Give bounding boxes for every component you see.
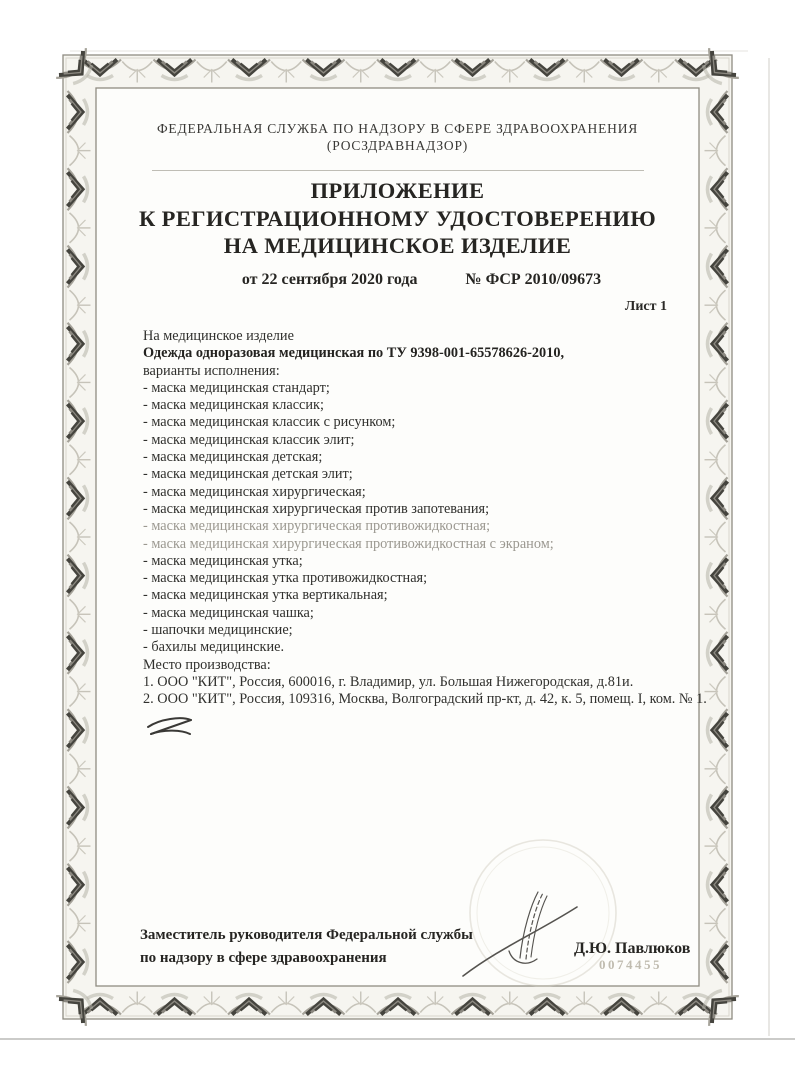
- variant-item: - маска медицинская хирургическая против запотевания;: [143, 500, 490, 517]
- production-sites-list: [143, 674, 709, 709]
- variant-item: - маска медицинская детская элит;: [143, 466, 353, 483]
- signatory-name: Д.Ю. Павлюков: [574, 940, 691, 957]
- production-site: 2. ООО "КИТ", Россия, 109316, Москва, Волгоградский пр-кт, д. 42, к. 5, помещ. I, ком. № 1.: [143, 691, 707, 708]
- variants-list: [143, 380, 709, 657]
- production-site: 1. ООО "КИТ", Россия, 600016, г. Владимир, ул. Большая Нижегородская, д.81и.: [143, 673, 634, 690]
- document-title: [0, 177, 795, 260]
- variant-item: - маска медицинская детская;: [143, 449, 323, 466]
- variant-item: - маска медицинская хирургическая противожидкостная с экраном;: [143, 535, 554, 552]
- variant-item: - маска медицинская чашка;: [143, 604, 314, 621]
- authority-name: ФЕДЕРАЛЬНАЯ СЛУЖБА ПО НАДЗОРУ В СФЕРЕ ЗДРАВООХРАНЕНИЯ: [156, 121, 639, 136]
- variant-item: - маска медицинская стандарт;: [143, 379, 330, 396]
- signatory-position: [140, 924, 473, 969]
- variant-item: - маска медицинская хирургическая;: [143, 483, 366, 500]
- variant-item: - маска медицинская классик с рисунком;: [143, 414, 396, 431]
- variant-item: - маска медицинская хирургическая противожидкостная;: [143, 518, 491, 535]
- form-serial-number: 0074455: [599, 957, 662, 972]
- variant-item: - шапочки медицинские;: [143, 622, 293, 639]
- variant-item: - бахилы медицинские.: [143, 639, 285, 656]
- variant-item: - маска медицинская утка противожидкостная;: [143, 570, 428, 587]
- variant-item: - маска медицинская классик элит;: [143, 431, 355, 448]
- registration-row: [0, 271, 795, 289]
- title-line-3: НА МЕДИЦИНСКОЕ ИЗДЕЛИЕ: [223, 233, 572, 258]
- production-label: Место производства:: [143, 656, 271, 673]
- registration-number: № ФСР 2010/09673: [465, 271, 602, 288]
- signatory-position-line-1: Заместитель руководителя Федеральной службы: [140, 927, 473, 943]
- title-line-1: ПРИЛОЖЕНИЕ: [310, 178, 485, 203]
- sheet-number: Лист 1: [624, 299, 667, 314]
- signatory-position-line-2: по надзору в сфере здравоохранения: [140, 949, 387, 966]
- registration-date: от 22 сентября 2020 года: [241, 271, 418, 288]
- variant-item: - маска медицинская утка вертикальная;: [143, 587, 388, 604]
- authority-short-name: (РОСЗДРАВНАДЗОР): [326, 138, 469, 153]
- issuing-authority: [0, 120, 795, 154]
- header-divider: [152, 170, 644, 171]
- variant-item: - маска медицинская утка;: [143, 552, 303, 569]
- variant-item: - маска медицинская классик;: [143, 397, 324, 414]
- variants-label: варианты исполнения:: [143, 362, 280, 379]
- title-line-2: К РЕГИСТРАЦИОННОМУ УДОСТОВЕРЕНИЮ: [138, 205, 657, 231]
- certificate-body: [143, 328, 709, 709]
- intro-line: На медицинское изделие: [143, 328, 294, 344]
- product-name: Одежда одноразовая медицинская по ТУ 9398-001-65578626-2010,: [143, 345, 565, 362]
